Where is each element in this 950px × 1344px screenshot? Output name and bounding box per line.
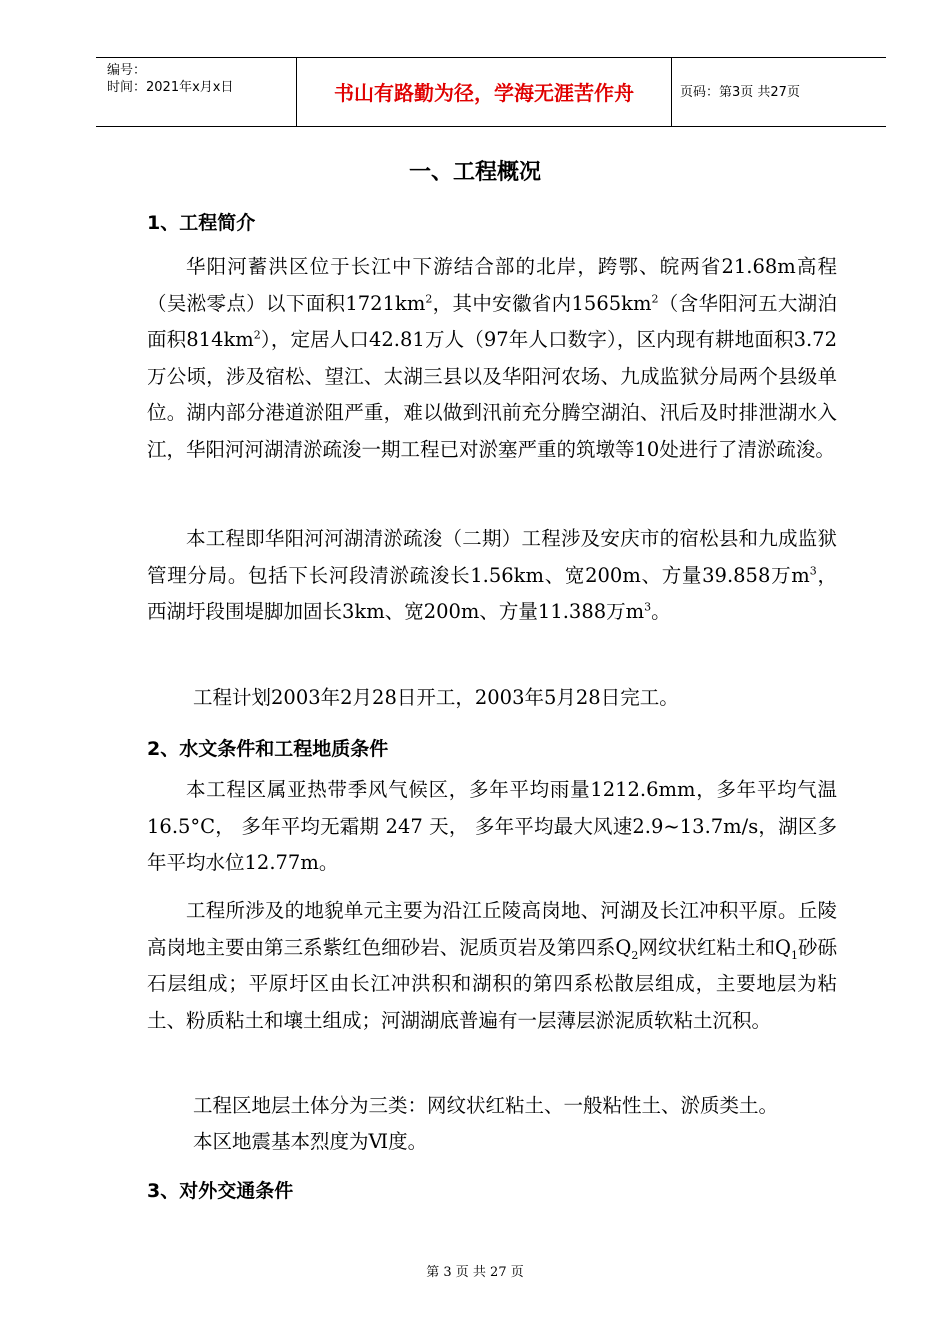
serial-label: 编号： xyxy=(107,63,147,78)
paragraph: 本工程即华阳河河湖清淤疏浚（二期）工程涉及安庆市的宿松县和九成监狱管理分局。包括下长河段清淤疏浚长1.56km、宽200m、方量39.858万$m^3$，西湖圩段围堤脚加固长3km、宽200m、方量11.388万$m^3$。 xyxy=(147,527,837,624)
soil-classes-paragraph: 工程区地层土体分为三类：网纹状红粘土、一般粘性土、淤质类土。 xyxy=(193,1094,779,1117)
page-footer: 第 3 页 共 27 页 xyxy=(426,1265,524,1280)
section-heading-2: 2、水文条件和工程地质条件 xyxy=(147,738,389,760)
paragraph: 华阳河蓄洪区位于长江中下游结合部的北岸，跨鄂、皖两省21.68m高程（吴淞零点）以下面积$1721km^2$，其中安徽省内$1565km^2$（含华阳河五大湖泊面积$814km^2$），定居人口42.81万人（97年人口数字），区内现有耕地面积3.72万公顷，涉及宿松、望江、太湖三县以及华阳河农场、九成监狱分局两个县级单位。湖内部分港道淤阻严重，难以做到汛前充分腾空湖泊、汛后及时排泄湖水入江，华阳河河湖清淤疏浚一期工程已对淤塞严重的筑墩等10处进行了清淤疏浚。 xyxy=(147,255,837,461)
time-label: 时间：2021年x月x日 xyxy=(107,80,234,95)
seismic-paragraph: 本区地震基本烈度为Ⅵ度。 xyxy=(193,1130,428,1153)
section-heading-3: 3、对外交通条件 xyxy=(147,1180,294,1202)
schedule-paragraph: 工程计划2003年2月28日开工，2003年5月28日完工。 xyxy=(193,686,679,709)
section-2-body xyxy=(147,772,837,882)
page-header xyxy=(96,57,886,127)
section-2-body-2 xyxy=(147,893,837,1039)
chapter-title: 一、工程概况 xyxy=(408,160,541,185)
header-meta-cell xyxy=(96,58,296,126)
section-1-body-2 xyxy=(147,521,837,631)
header-page-info: 页码：第3页 共27页 xyxy=(680,85,800,100)
section-heading-1: 1、工程简介 xyxy=(147,212,256,234)
header-motto: 书山有路勤为径，学海无涯苦作舟 xyxy=(334,81,634,105)
section-1-body xyxy=(147,249,837,469)
paragraph: 工程所涉及的地貌单元主要为沿江丘陵高岗地、河湖及长江冲积平原。丘陵高岗地主要由第三系紫红色细砂岩、泥质页岩及第四系$Q_2$网纹状红粘土和$Q_1$砂砾石层组成；平原圩区由长江冲洪积和湖积的第四系松散层组成，主要地层为粘土、粉质粘土和壤土组成；河湖湖底普遍有一层薄层淤泥质软粘土沉积。 xyxy=(147,899,837,1032)
paragraph: 本工程区属亚热带季风气候区，多年平均雨量1212.6mm，多年平均气温 16.5°C， 多年平均无霜期 247 天， 多年平均最大风速2.9~13.7m/s，湖区多年平均水位12.77m。 xyxy=(147,778,837,875)
header-page-cell xyxy=(672,58,886,126)
header-motto-cell xyxy=(296,58,672,126)
